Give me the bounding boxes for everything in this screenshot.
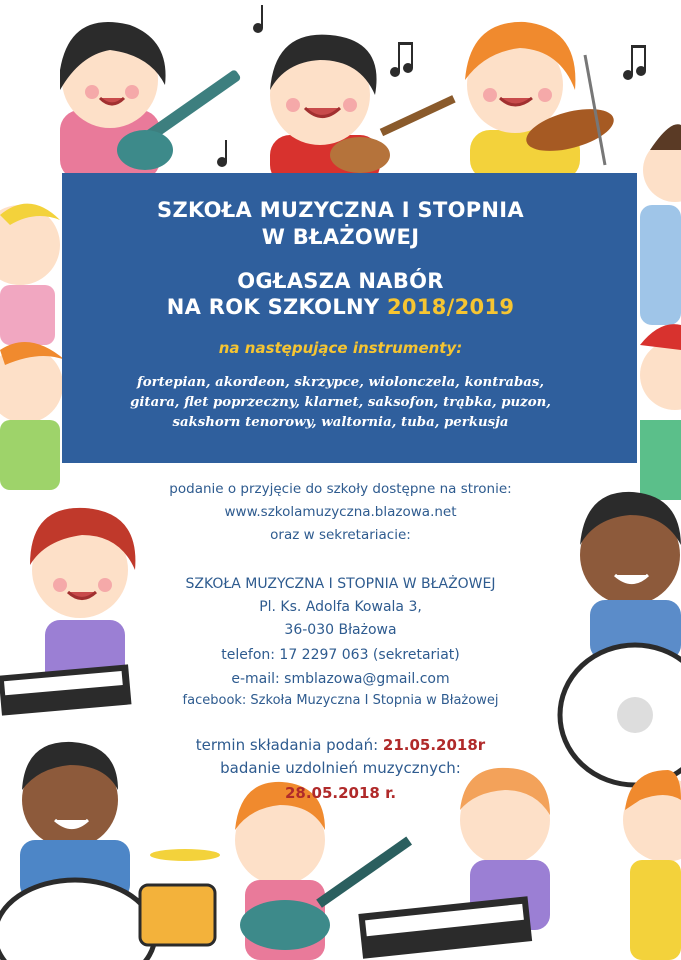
- title-line-4: [0, 294, 681, 321]
- school-email[interactable]: e-mail: smblazowa@gmail.com: [231, 671, 450, 687]
- exam-date: 28.05.2018 r.: [284, 784, 397, 802]
- application-info: podanie o przyjęcie do szkoły dostępne na stronie:: [169, 481, 512, 497]
- school-city: 36-030 Błażowa: [284, 622, 397, 638]
- title-prefix: NA ROK SZKOLNY: [166, 295, 387, 319]
- boy-ukulele-illustration: [270, 35, 456, 185]
- exam-label: badanie uzdolnień muzycznych:: [220, 759, 461, 777]
- website-link[interactable]: www.szkolamuzyczna.blazowa.net: [224, 504, 457, 520]
- school-street: Pl. Ks. Adolfa Kowala 3,: [259, 599, 422, 615]
- application-deadline: [0, 735, 681, 755]
- instruments-line-2: gitara, flet poprzeczny, klarnet, saksofon, trąbka, puzon,: [130, 395, 551, 410]
- instruments-heading: na następujące instrumenty:: [218, 339, 463, 357]
- instruments-line-1: fortepian, akordeon, skrzypce, wiolonczela, kontrabas,: [137, 375, 544, 390]
- school-name: SZKOŁA MUZYCZNA I STOPNIA W BŁAŻOWEJ: [185, 576, 496, 592]
- deadline-label: termin składania podań:: [195, 736, 383, 754]
- instruments-line-3: sakshorn tenorowy, waltornia, tuba, perkusja: [172, 415, 509, 430]
- title-line-2: W BŁAŻOWEJ: [261, 225, 420, 249]
- school-facebook: facebook: Szkoła Muzyczna I Stopnia w Błażowej: [182, 693, 499, 708]
- school-year: 2018/2019: [387, 295, 515, 319]
- secretariat-info: oraz w sekretariacie:: [270, 527, 411, 543]
- girl-violin-illustration: [465, 22, 618, 180]
- title-line-3: OGŁASZA NABÓR: [237, 269, 444, 293]
- school-phone: telefon: 17 2297 063 (sekretariat): [221, 647, 460, 663]
- title-line-1: SZKOŁA MUZYCZNA I STOPNIA: [157, 198, 524, 222]
- deadline-date: 21.05.2018r: [382, 736, 486, 754]
- girl-guitar-illustration: [60, 22, 242, 180]
